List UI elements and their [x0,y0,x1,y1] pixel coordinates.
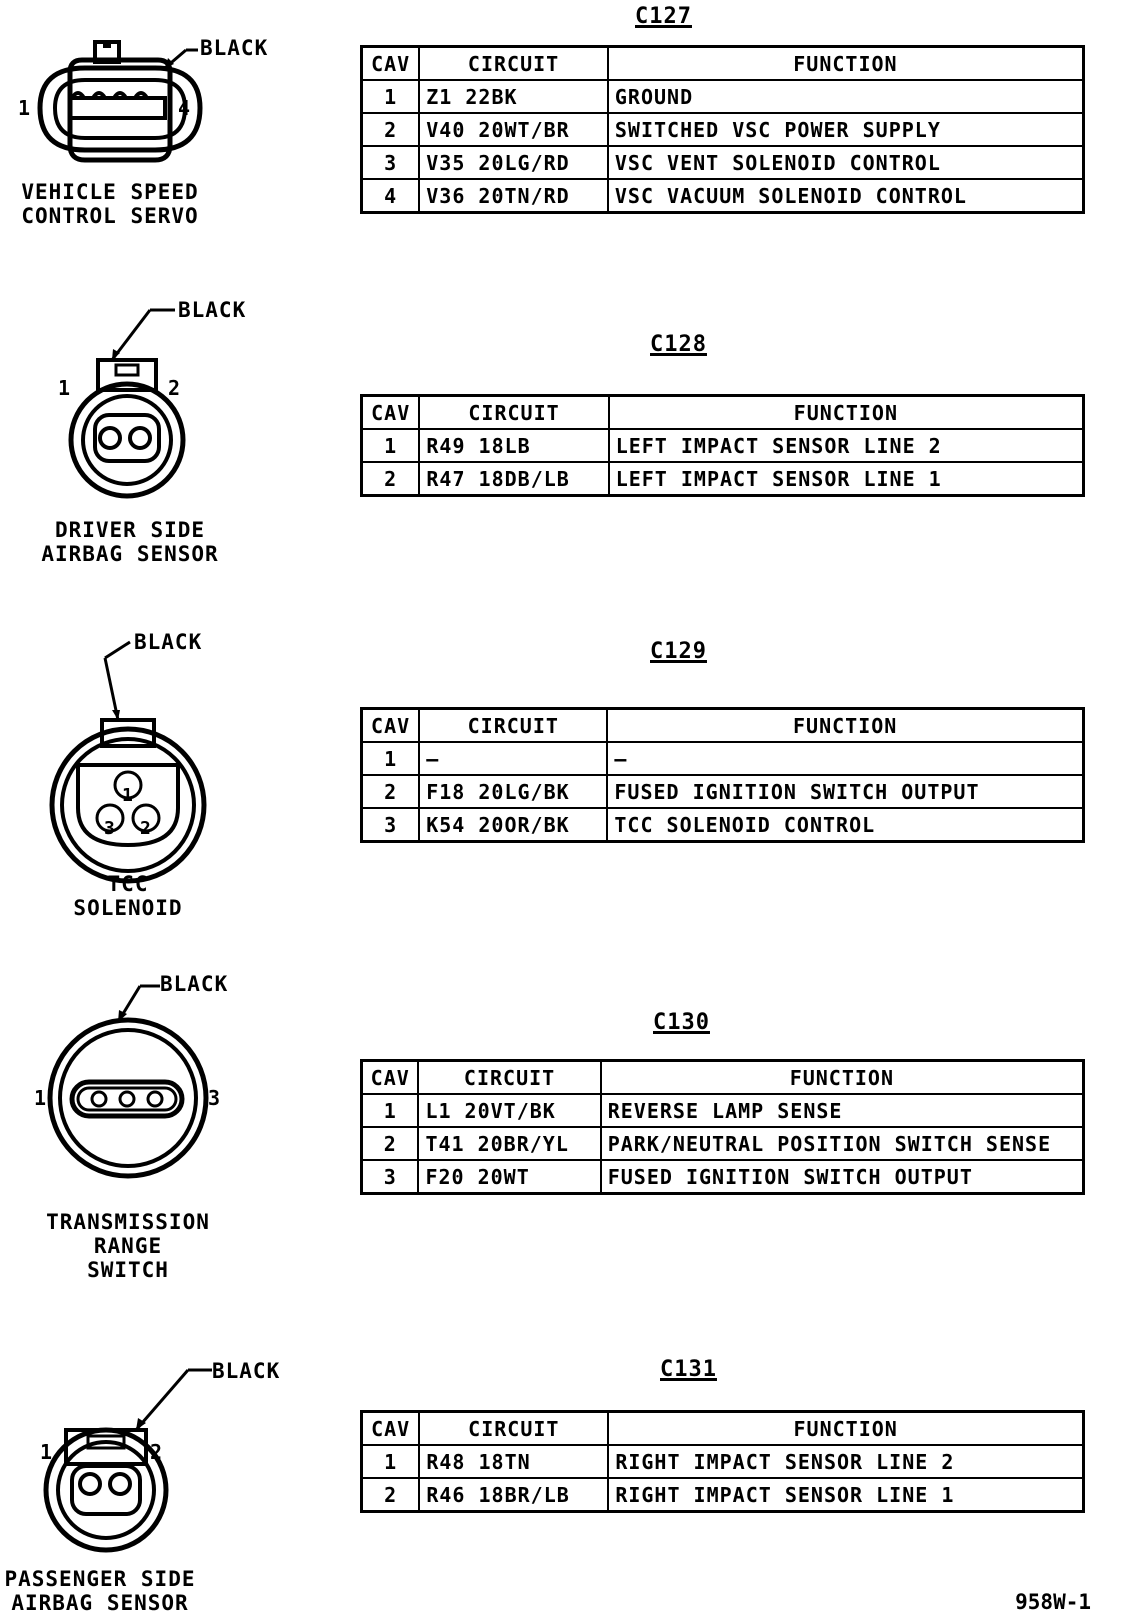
header-cav: CAV [362,47,420,81]
table-row [362,80,1084,113]
c127-pin-1-label: 1 [18,96,31,120]
circuit-cell: R48 18TN [419,1445,608,1478]
function-cell: RIGHT IMPACT SENSOR LINE 2 [608,1445,1083,1478]
c129-pin-3-label: 3 [104,818,115,839]
cav-cell: 3 [362,808,420,842]
cav-cell: 2 [362,1478,420,1512]
table-row [362,808,1084,842]
c129-pinout-table [360,707,1085,843]
c129-component-name: TCC SOLENOID [73,872,183,920]
table-header-row [362,1061,1084,1095]
header-circuit: CIRCUIT [419,1412,608,1446]
c131-color-label: BLACK [212,1359,281,1383]
circuit-cell: V40 20WT/BR [419,113,608,146]
function-cell: RIGHT IMPACT SENSOR LINE 1 [608,1478,1083,1512]
table-header-row [362,47,1084,81]
function-cell: FUSED IGNITION SWITCH OUTPUT [607,775,1083,808]
header-cav: CAV [362,1412,420,1446]
c130-pin-3-label: 3 [208,1086,221,1110]
circuit-cell: R46 18BR/LB [419,1478,608,1512]
circuit-cell: F18 20LG/BK [419,775,607,808]
header-cav: CAV [362,396,420,430]
c130-connector-drawing [0,990,330,1190]
header-cav: CAV [362,709,420,743]
cav-cell: 2 [362,775,420,808]
header-circuit: CIRCUIT [419,396,608,430]
circuit-cell: K54 20OR/BK [419,808,607,842]
table-row [362,429,1084,462]
table-row [362,775,1084,808]
table-row [362,146,1084,179]
function-cell: REVERSE LAMP SENSE [601,1094,1084,1127]
cav-cell: 4 [362,179,420,213]
circuit-cell: R47 18DB/LB [419,462,608,496]
table-row [362,1478,1084,1512]
circuit-cell: V36 20TN/RD [419,179,608,213]
c130-color-label: BLACK [160,972,229,996]
header-function: FUNCTION [608,1412,1083,1446]
function-cell: TCC SOLENOID CONTROL [607,808,1083,842]
c128-connector-drawing [0,300,330,500]
circuit-cell: Z1 22BK [419,80,608,113]
circuit-cell: — [419,742,607,775]
function-cell: LEFT IMPACT SENSOR LINE 1 [609,462,1084,496]
c129-title: C129 [650,639,707,664]
function-cell: FUSED IGNITION SWITCH OUTPUT [601,1160,1084,1194]
cav-cell: 3 [362,1160,419,1194]
document-id: 958W-1 [1015,1590,1091,1614]
function-cell: SWITCHED VSC POWER SUPPLY [608,113,1084,146]
circuit-cell: L1 20VT/BK [418,1094,600,1127]
c127-connector-drawing [0,0,330,180]
c127-pinout-table [360,45,1085,214]
c127-title: C127 [635,4,692,29]
table-row [362,1160,1084,1194]
table-row [362,113,1084,146]
c131-pinout-table [360,1410,1085,1513]
cav-cell: 1 [362,1094,419,1127]
c128-pinout-table [360,394,1085,497]
cav-cell: 1 [362,1445,420,1478]
header-function: FUNCTION [607,709,1083,743]
header-function: FUNCTION [601,1061,1084,1095]
circuit-cell: V35 20LG/RD [419,146,608,179]
c131-title: C131 [660,1357,717,1382]
c128-color-label: BLACK [178,298,247,322]
c131-component-name: PASSENGER SIDE AIRBAG SENSOR [4,1567,196,1615]
table-header-row [362,709,1084,743]
table-row [362,462,1084,496]
circuit-cell: R49 18LB [419,429,608,462]
table-row [362,179,1084,213]
header-circuit: CIRCUIT [419,47,608,81]
header-circuit: CIRCUIT [418,1061,600,1095]
function-cell: PARK/NEUTRAL POSITION SWITCH SENSE [601,1127,1084,1160]
c131-pin-1-label: 1 [40,1440,53,1464]
c128-component-name: DRIVER SIDE AIRBAG SENSOR [41,518,219,566]
header-circuit: CIRCUIT [419,709,607,743]
c129-pin-1-label: 1 [122,785,133,806]
function-cell: VSC VACUUM SOLENOID CONTROL [608,179,1084,213]
header-function: FUNCTION [609,396,1084,430]
cav-cell: 1 [362,80,420,113]
function-cell: VSC VENT SOLENOID CONTROL [608,146,1084,179]
c131-pin-2-label: 2 [150,1440,163,1464]
function-cell: GROUND [608,80,1084,113]
table-header-row [362,396,1084,430]
c129-connector-drawing [0,640,330,880]
table-row [362,1127,1084,1160]
circuit-cell: F20 20WT [418,1160,600,1194]
cav-cell: 2 [362,462,420,496]
function-cell: — [607,742,1083,775]
cav-cell: 1 [362,429,420,462]
header-function: FUNCTION [608,47,1084,81]
c129-color-label: BLACK [134,630,203,654]
cav-cell: 2 [362,113,420,146]
c130-pinout-table [360,1059,1085,1195]
table-row [362,1094,1084,1127]
c127-component-name: VEHICLE SPEED CONTROL SERVO [21,180,199,228]
c129-pin-2-label: 2 [140,818,151,839]
function-cell: LEFT IMPACT SENSOR LINE 2 [609,429,1084,462]
circuit-cell: T41 20BR/YL [418,1127,600,1160]
table-row [362,742,1084,775]
table-header-row [362,1412,1084,1446]
c130-pin-1-label: 1 [34,1086,47,1110]
cav-cell: 2 [362,1127,419,1160]
c128-pin-2-label: 2 [168,376,181,400]
header-cav: CAV [362,1061,419,1095]
c130-component-name: TRANSMISSION RANGE SWITCH [46,1210,210,1282]
c130-title: C130 [653,1010,710,1035]
table-row [362,1445,1084,1478]
cav-cell: 1 [362,742,420,775]
c128-title: C128 [650,332,707,357]
c128-pin-1-label: 1 [58,376,71,400]
c127-color-label: BLACK [200,36,269,60]
cav-cell: 3 [362,146,420,179]
c127-pin-4-label: 4 [178,96,191,120]
